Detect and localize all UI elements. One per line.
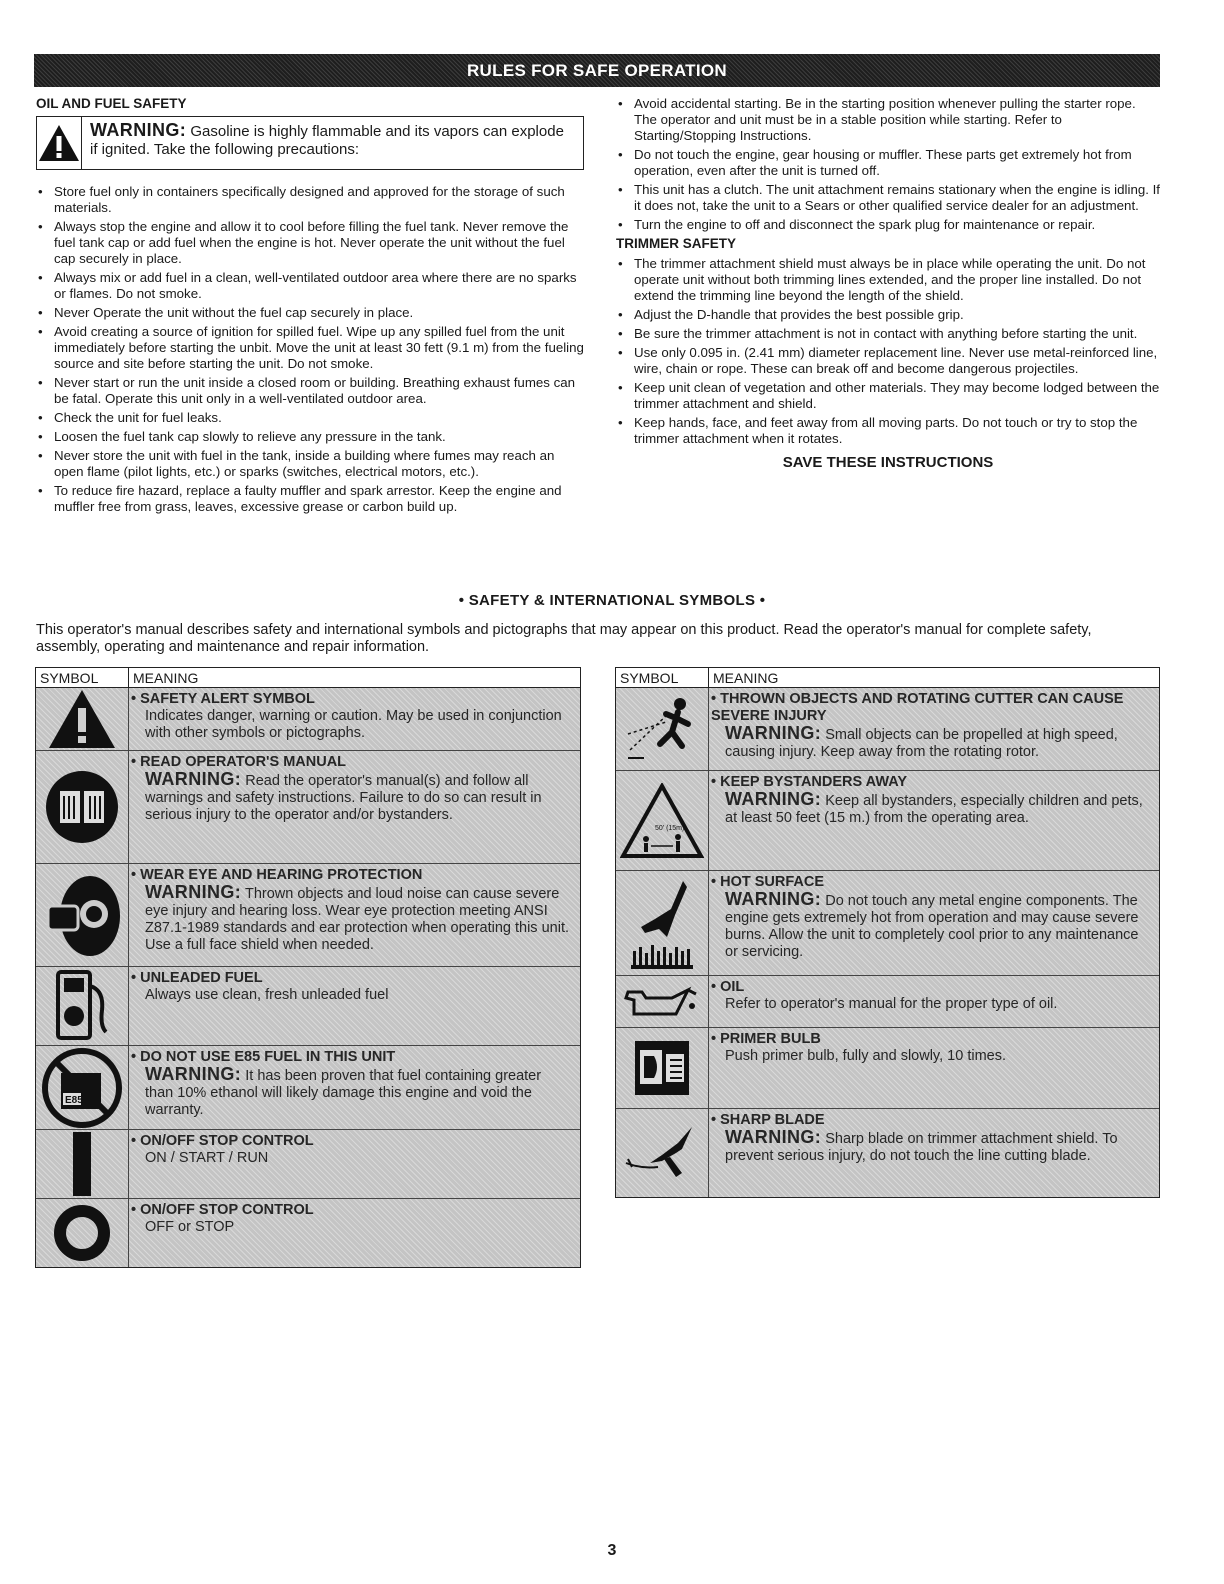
no-e85-icon [36,1046,129,1129]
list-item: • Avoid creating a source of ignition for spilled fuel. Wipe up any spilled fuel from the unit immediately before starting the unbit. Move the unit at least 30 fett (9.1 m) from the fueling source and site before starting the unit. Do not smoke. [36,324,584,372]
meaning-cell [129,864,580,966]
description-text: Push primer bulb, fully and slowly, 10 times. [725,1048,1006,1064]
meaning-cell [129,1046,580,1129]
fuel-warning-text [82,117,583,169]
banner-title: RULES FOR SAFE OPERATION [466,60,727,80]
table-row [36,1130,580,1199]
trimmer-bullet-list [616,256,1160,447]
meaning-cell [709,1109,1159,1197]
list-item: • Be sure the trimmer attachment is not in contact with anything before starting the unit. [616,326,1160,342]
symbol-title: • SHARP BLADE [711,1112,825,1128]
primer-bulb-icon [616,1028,709,1108]
table-row [36,688,580,751]
symbols-intro: This operator's manual describes safety and international symbols and pictographs that may appear on this product. Read the operator's manual for complete safety, assembly, operating and maintenance and repair information. [36,622,1092,655]
symbol-title: • DO NOT USE E85 FUEL IN THIS UNIT [131,1049,396,1065]
symbol-description [711,725,1149,761]
table-row [36,864,580,967]
table-row [616,976,1159,1028]
left-column [36,96,584,518]
symbols-table-left [35,667,581,1268]
table-row [36,967,580,1046]
table-row [616,1028,1159,1109]
symbol-title: • ON/OFF STOP CONTROL [131,1202,314,1218]
meaning-cell [129,688,580,750]
list-item: • Adjust the D-handle that provides the best possible grip. [616,307,1160,323]
symbol-description [711,1129,1149,1165]
symbol-title: • HOT SURFACE [711,874,825,890]
manual-book-icon [36,751,129,863]
fuel-warning-box [36,116,584,170]
on-switch-icon [36,1130,129,1198]
description-text: Thrown objects and loud noise can cause severe eye injury and hearing loss. Wear eye protection meeting ANSI Z87.1-1989 standards and ear protection when operating this unit. Use a full face shield when needed. [145,886,569,953]
table-row [616,771,1159,871]
page-number: 3 [607,1542,617,1559]
thrown-objects-icon [616,688,709,770]
list-item: • Keep unit clean of vegetation and other materials. They may become lodged between the trimmer attachment and shield. [616,380,1160,412]
symbol-title: • SAFETY ALERT SYMBOL [131,691,315,707]
symbol-description [131,1150,570,1167]
list-item: • Always mix or add fuel in a clean, well-ventilated outdoor area where there are no sparks or flames. Do not smoke. [36,270,584,302]
description-text: Read the operator's manual(s) and follow all warnings and safety instructions. Failure to do so can result in serious injury to the operator and/or bystanders. [145,773,542,823]
symbol-title: • OIL [711,979,745,995]
safety-alert-icon [36,688,129,750]
warning-word: WARNING: [145,1064,242,1084]
description-text: Refer to operator's manual for the proper type of oil. [725,996,1058,1012]
meaning-cell [129,751,580,863]
warning-word: WARNING: [90,120,187,140]
list-item: • Turn the engine to off and disconnect the spark plug for maintenance or repair. [616,217,1160,233]
list-item: • Keep hands, face, and feet away from all moving parts. Do not touch or try to stop the trimmer attachment when it rotates. [616,415,1160,447]
table-row [616,1109,1159,1197]
meaning-cell [129,1130,580,1198]
symbol-description [131,884,570,954]
description-text: Always use clean, fresh unleaded fuel [145,987,389,1003]
meaning-cell [709,1028,1159,1108]
symbol-description [131,771,570,824]
list-item: • To reduce fire hazard, replace a faulty muffler and spark arrestor. Keep the engine and muffler free from grass, leaves, excessive grease or carbon build up. [36,483,584,515]
bystanders-icon [616,771,709,870]
save-instructions: SAVE THESE INSTRUCTIONS [782,454,994,471]
list-item: • This unit has a clutch. The unit attachment remains stationary when the engine is idling. If it does not, take the unit to a Sears or other qualified service dealer for an adjustment. [616,182,1160,214]
list-item: • Use only 0.095 in. (2.41 mm) diameter replacement line. Never use metal-reinforced line, wire, chain or rope. These can break off and become dangerous projectiles. [616,345,1160,377]
fuel-bullet-list [36,184,584,515]
bystander-distance-label: 50' (15m) [655,824,685,832]
symbol-description [131,1066,570,1119]
symbol-column-header: SYMBOL [36,668,129,687]
description-text: Do not touch any metal engine components. The engine gets extremely hot from operation and may cause severe burns. Allow the unit to completely cool prior to any maintenance or servicing. [725,893,1139,960]
table-row [36,1046,580,1130]
list-item: • Check the unit for fuel leaks. [36,410,584,426]
symbol-title: • THROWN OBJECTS AND ROTATING CUTTER CAN CAUSE SEVERE INJURY [711,691,1124,724]
meaning-cell [129,1199,580,1267]
symbol-description [711,891,1149,961]
warning-word: WARNING: [725,1127,822,1147]
symbol-description [131,1219,570,1236]
list-item: • Loosen the fuel tank cap slowly to relieve any pressure in the tank. [36,429,584,445]
meaning-column-header: MEANING [133,670,199,686]
description-text: Keep all bystanders, especially children and pets, at least 50 feet (15 m.) from the operating area. [725,793,1143,826]
meaning-column-header: MEANING [713,670,779,686]
list-item: • Never store the unit with fuel in the tank, inside a building where fumes may reach an open flame (pilot lights, etc.) or sparks (switches, electrical motors, etc.). [36,448,584,480]
list-item: • Always stop the engine and allow it to cool before filling the fuel tank. Never remove the fuel tank cap or add fuel when the engine is hot. Never operate the unit without the fuel cap securely in place. [36,219,584,267]
symbol-title: • READ OPERATOR'S MANUAL [131,754,347,770]
warning-body: Gasoline is highly flammable and its vapors can explode if ignited. Take the following precautions: [90,123,564,158]
description-text: Sharp blade on trimmer attachment shield. To prevent serious injury, do not touch the line cutting blade. [725,1131,1118,1164]
sharp-blade-icon [616,1109,709,1197]
off-switch-icon [36,1199,129,1267]
fuel-pump-icon [36,967,129,1045]
table-header [616,668,1159,688]
oil-fuel-heading: OIL AND FUEL SAFETY [36,96,187,111]
svg-text:E85: E85 [65,1094,83,1106]
list-item: • Store fuel only in containers specifically designed and approved for the storage of such materials. [36,184,584,216]
symbol-column-header: SYMBOL [616,668,709,687]
general-bullet-list [616,96,1160,233]
symbol-title: • UNLEADED FUEL [131,970,263,986]
table-row [616,688,1159,771]
warning-word: WARNING: [145,769,242,789]
symbols-heading: • SAFETY & INTERNATIONAL SYMBOLS • [458,592,766,609]
warning-word: WARNING: [725,789,822,809]
description-text: Small objects can be propelled at high speed, causing injury. Keep away from the rotating rotor. [725,727,1118,760]
section-banner [34,54,1160,87]
symbol-description [711,1048,1149,1065]
meaning-cell [709,688,1159,770]
table-row [36,1199,580,1267]
description-text: ON / START / RUN [145,1150,269,1166]
list-item: • Do not touch the engine, gear housing or muffler. These parts get extremely hot from operation, even after the unit is turned off. [616,147,1160,179]
description-text: Indicates danger, warning or caution. May be used in conjunction with other symbols or pictographs. [145,708,562,741]
list-item: • Never Operate the unit without the fuel cap securely in place. [36,305,584,321]
list-item: • The trimmer attachment shield must always be in place while operating the unit. Do not operate unit without both trimming lines extended, and the proper line installed. Do not extend the trimming line beyond the length of the shield. [616,256,1160,304]
symbol-description [711,996,1149,1013]
description-text: OFF or STOP [145,1219,235,1235]
symbol-title: • KEEP BYSTANDERS AWAY [711,774,908,790]
description-text: It has been proven that fuel containing greater than 10% ethanol will likely damage this engine and void the warranty. [145,1068,542,1118]
meaning-cell [129,967,580,1045]
hot-surface-icon [616,871,709,975]
meaning-cell [709,871,1159,975]
trimmer-safety-heading: TRIMMER SAFETY [616,236,736,251]
meaning-cell [709,771,1159,870]
list-item: • Never start or run the unit inside a closed room or building. Breathing exhaust fumes can be fatal. Operate this unit only in a well-ventilated outdoor area. [36,375,584,407]
warning-word: WARNING: [725,723,822,743]
right-column [616,96,1160,471]
eye-ear-protection-icon [36,864,129,966]
symbol-title: • PRIMER BULB [711,1031,821,1047]
oil-can-icon [616,976,709,1027]
table-row [36,751,580,864]
table-row [616,871,1159,976]
symbol-title: • ON/OFF STOP CONTROL [131,1133,314,1149]
warning-word: WARNING: [145,882,242,902]
symbol-description [131,987,570,1004]
meaning-cell [709,976,1159,1027]
list-item: • Avoid accidental starting. Be in the starting position whenever pulling the starter rope. The operator and unit must be in a stable position while starting. Refer to Starting/Stopping Instructions. [616,96,1160,144]
symbol-description [131,708,570,742]
warning-word: WARNING: [725,889,822,909]
symbol-description [711,791,1149,827]
symbol-title: • WEAR EYE AND HEARING PROTECTION [131,867,423,883]
symbols-table-right [615,667,1160,1198]
warning-triangle-icon [37,117,82,169]
table-header [36,668,580,688]
